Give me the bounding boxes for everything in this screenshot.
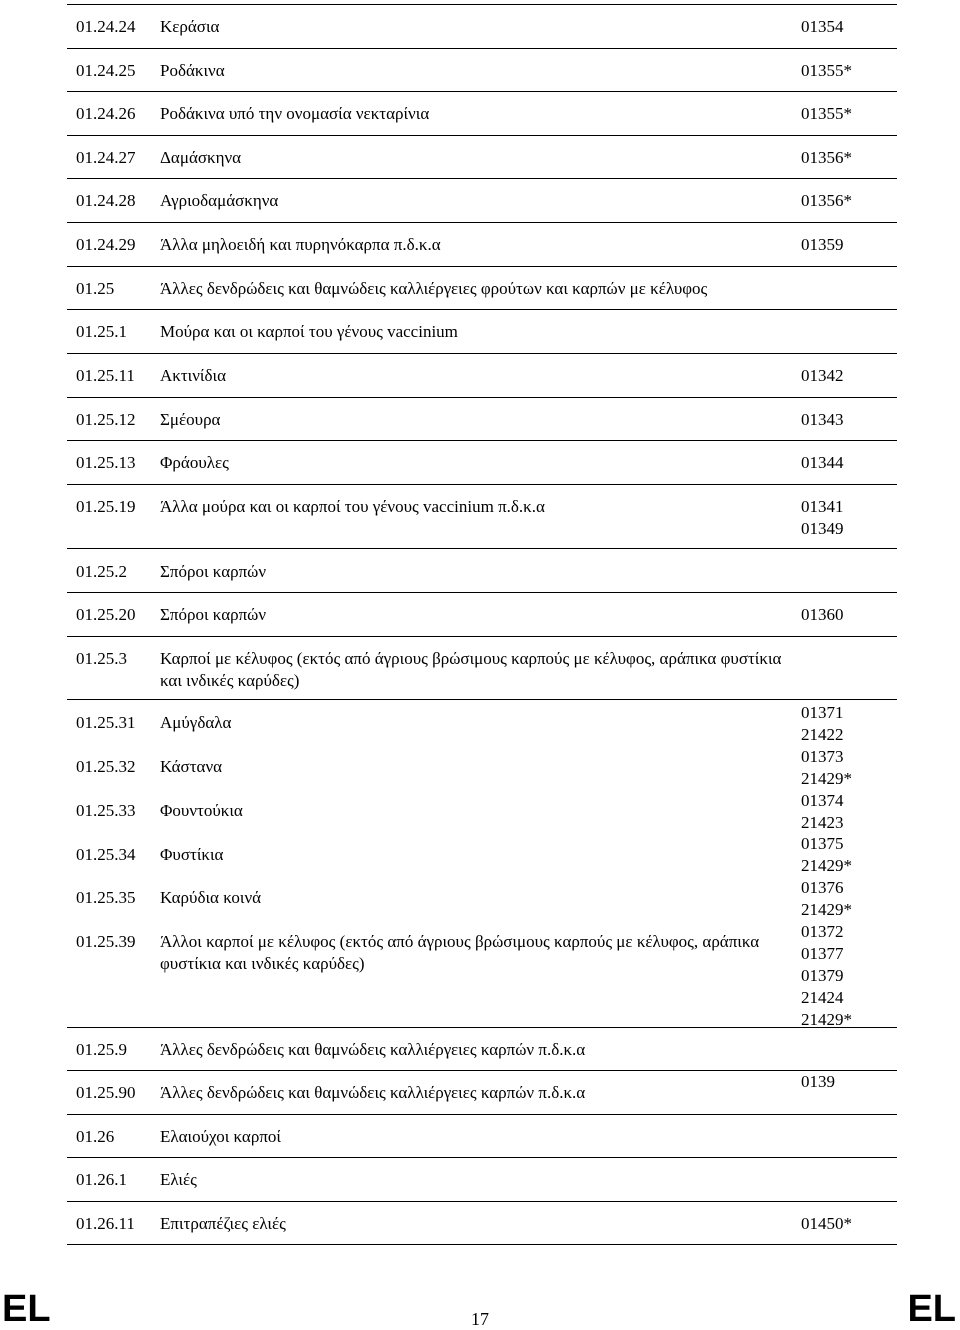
nace-code: 01.25.9: [76, 1040, 127, 1059]
cpc-code: 21429*: [801, 856, 852, 875]
cpc-codes: [801, 452, 844, 474]
nace-code: 01.25.32: [76, 757, 136, 776]
nace-code: 01.25.1: [76, 322, 127, 341]
row-separator: [67, 1201, 897, 1202]
nace-code: 01.24.29: [76, 235, 136, 254]
cpc-codes: [801, 16, 844, 38]
row-separator: [67, 178, 897, 179]
activity-description: Επιτραπέζιες ελιές: [160, 1214, 286, 1233]
activity-description: Φράουλες: [160, 453, 229, 472]
cpc-codes: [801, 147, 852, 169]
activity-description: Κεράσια: [160, 17, 220, 36]
row-separator: [67, 222, 897, 223]
row-separator: [67, 135, 897, 136]
cpc-code: 01342: [801, 366, 844, 385]
activity-description: Φουντούκια: [160, 801, 243, 820]
nace-code: 01.26.11: [76, 1214, 135, 1233]
cpc-code: 21422: [801, 725, 844, 744]
cpc-code: 01376: [801, 878, 844, 897]
cpc-codes: [801, 234, 844, 256]
activity-description: Ακτινίδια: [160, 366, 226, 385]
cpc-code: 01354: [801, 17, 844, 36]
cpc-code: 01377: [801, 944, 844, 963]
activity-description: Άλλοι καρποί με κέλυφος (εκτός από άγριους βρώσιμους καρπούς με κέλυφος, αράπικα φυστίκια και ινδικές καρύδες): [160, 932, 760, 973]
cpc-code: 01450*: [801, 1214, 852, 1233]
row-separator: [67, 1157, 897, 1158]
activity-description: Καρποί με κέλυφος (εκτός από άγριους βρώσιμους καρπούς με κέλυφος, αράπικα φυστίκια και ινδικές καρύδες): [160, 649, 782, 690]
nace-code: 01.25.2: [76, 562, 127, 581]
cpc-codes: [801, 604, 844, 626]
cpc-code: 21429*: [801, 1010, 852, 1029]
activity-description: Άλλα μηλοειδή και πυρηνόκαρπα π.δ.κ.α: [160, 235, 441, 254]
row-separator: [67, 548, 897, 549]
activity-description: Κάστανα: [160, 757, 223, 776]
nace-code: 01.25.90: [76, 1083, 136, 1102]
nace-code: 01.25.39: [76, 932, 136, 951]
activity-description: Άλλες δενδρώδεις και θαμνώδεις καλλιέργειες καρπών π.δ.κ.α: [160, 1040, 586, 1059]
row-separator: [67, 699, 897, 700]
cpc-codes: [801, 746, 852, 790]
cpc-codes: [801, 790, 844, 834]
row-separator: [67, 1070, 897, 1071]
nace-code: 01.24.28: [76, 191, 136, 210]
activity-description: Άλλες δενδρώδεις και θαμνώδεις καλλιέργειες φρούτων και καρπών με κέλυφος: [160, 279, 708, 298]
cpc-code: 01356*: [801, 148, 852, 167]
activity-description: Αγριοδαμάσκηνα: [160, 191, 279, 210]
cpc-code: 01341: [801, 497, 844, 516]
row-separator: [67, 636, 897, 637]
nace-code: 01.24.26: [76, 104, 136, 123]
nace-code: 01.25.19: [76, 497, 136, 516]
nace-code: 01.24.27: [76, 148, 136, 167]
cpc-code: 0139: [801, 1072, 835, 1091]
activity-description: Ροδάκινα υπό την ονομασία νεκταρίνια: [160, 104, 430, 123]
nace-code: 01.26: [76, 1127, 115, 1146]
row-separator: [67, 484, 897, 485]
row-separator: [67, 48, 897, 49]
cpc-code: 01371: [801, 703, 844, 722]
nace-code: 01.25.12: [76, 410, 136, 429]
cpc-code: 01373: [801, 747, 844, 766]
cpc-codes: [801, 833, 852, 877]
nace-code: 01.25.20: [76, 605, 136, 624]
cpc-code: 01344: [801, 453, 844, 472]
cpc-code: 01360: [801, 605, 844, 624]
cpc-code: 01349: [801, 519, 844, 538]
nace-code: 01.25.34: [76, 845, 136, 864]
nace-code: 01.24.24: [76, 17, 136, 36]
activity-description: Καρύδια κοινά: [160, 888, 262, 907]
activity-description: Αμύγδαλα: [160, 713, 232, 732]
activity-description: Σπόροι καρπών: [160, 605, 267, 624]
row-separator: [67, 353, 897, 354]
cpc-code: 21423: [801, 813, 844, 832]
row-separator: [67, 592, 897, 593]
cpc-code: 01372: [801, 922, 844, 941]
cpc-code: 01359: [801, 235, 844, 254]
activity-description: Μούρα και οι καρποί του γένους vaccinium: [160, 322, 458, 341]
cpc-code: 21429*: [801, 769, 852, 788]
row-separator: [67, 397, 897, 398]
row-separator: [67, 1114, 897, 1115]
cpc-codes: [801, 1071, 835, 1093]
nace-code: 01.26.1: [76, 1170, 127, 1189]
row-separator: [67, 4, 897, 5]
language-code-left: EL: [2, 1288, 51, 1330]
activity-description: Ελιές: [160, 1170, 197, 1189]
activity-description: Άλλες δενδρώδεις και θαμνώδεις καλλιέργειες καρπών π.δ.κ.α: [160, 1083, 586, 1102]
nace-code: 01.25.11: [76, 366, 135, 385]
cpc-codes: [801, 103, 852, 125]
row-separator: [67, 266, 897, 267]
nace-code: 01.25.35: [76, 888, 136, 907]
activity-description: Φυστίκια: [160, 845, 224, 864]
nace-code: 01.24.25: [76, 61, 136, 80]
cpc-codes: [801, 409, 844, 431]
cpc-codes: [801, 921, 852, 1031]
activity-description: Ροδάκινα: [160, 61, 225, 80]
cpc-code: 01356*: [801, 191, 852, 210]
cpc-code: 01379: [801, 966, 844, 985]
language-code-right: EL: [907, 1288, 956, 1330]
nace-code: 01.25.31: [76, 713, 136, 732]
cpc-codes: [801, 496, 844, 540]
cpc-code: 01375: [801, 834, 844, 853]
cpc-code: 21424: [801, 988, 844, 1007]
cpc-code: 01355*: [801, 104, 852, 123]
cpc-code: 01374: [801, 791, 844, 810]
row-separator: [67, 1244, 897, 1245]
cpc-codes: [801, 365, 844, 387]
nace-code: 01.25.33: [76, 801, 136, 820]
cpc-codes: [801, 877, 852, 921]
activity-description: Άλλα μούρα και οι καρποί του γένους vaccinium π.δ.κ.α: [160, 497, 545, 516]
cpc-codes: [801, 1213, 852, 1235]
row-separator: [67, 91, 897, 92]
cpc-code: 21429*: [801, 900, 852, 919]
activity-description: Σμέουρα: [160, 410, 221, 429]
activity-description: Ελαιούχοι καρποί: [160, 1127, 281, 1146]
nace-code: 01.25.3: [76, 649, 127, 668]
nace-code: 01.25: [76, 279, 115, 298]
cpc-codes: [801, 60, 852, 82]
activity-description: Δαμάσκηνα: [160, 148, 242, 167]
cpc-codes: [801, 190, 852, 212]
row-separator: [67, 1027, 897, 1028]
page-number: 17: [471, 1309, 489, 1329]
activity-description: Σπόροι καρπών: [160, 562, 267, 581]
row-separator: [67, 440, 897, 441]
row-separator: [67, 309, 897, 310]
nace-code: 01.25.13: [76, 453, 136, 472]
cpc-code: 01343: [801, 410, 844, 429]
cpc-codes: [801, 702, 844, 746]
cpc-code: 01355*: [801, 61, 852, 80]
